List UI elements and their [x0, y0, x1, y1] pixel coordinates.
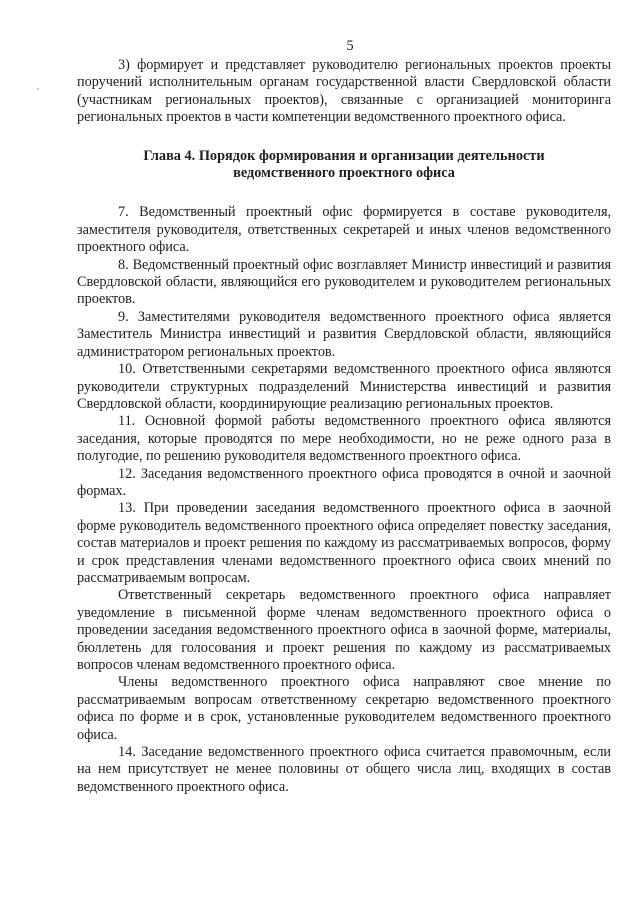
paragraph-11: 11. Основной формой работы ведомственного проектного офиса являются заседания, которые проводятся по мере необходимости, но не реже одного раза в полугодие, по решению руководителя ведомственного проектного офиса.	[77, 413, 611, 465]
paragraph-item-3: 3) формирует и представляет руководителю региональных проектов проекты поручений исполнительным органам государственной власти Свердловской области (участникам региональных проектов), связанные с организацией мониторинга региональных проектов в части компетенции ведомственного проектного офиса.	[77, 57, 611, 126]
paragraph-8: 8. Ведомственный проектный офис возглавляет Министр инвестиций и развития Свердловской области, являющийся его руководителем и руководителем региональных проектов.	[77, 256, 611, 308]
chapter-heading-line-2: ведомственного проектного офиса	[233, 165, 455, 182]
paragraph-12: 12. Заседания ведомственного проектного офиса проводятся в очной и заочной формах.	[77, 465, 611, 499]
paragraph-10: 10. Ответственными секретарями ведомственного проектного офиса являются руководители структурных подразделений Министерства инвестиций и развития Свердловской области, координирующие реализацию региональных проектов.	[77, 361, 611, 412]
paragraph-9: 9. Заместителями руководителя ведомственного проектного офиса является Заместитель Министра инвестиций и развития Свердловской области, являющийся администратором региональных проектов.	[77, 308, 611, 360]
chapter-heading-line-1: Глава 4. Порядок формирования и организации деятельности	[143, 147, 545, 164]
scan-speck	[37, 88, 39, 90]
chapter-heading	[77, 148, 611, 183]
paragraph-14: 14. Заседание ведомственного проектного офиса считается правомочным, если на нем присутствует не менее половины от общего числа лиц, входящих в состав ведомственного проектного офиса.	[77, 744, 611, 795]
paragraph-13-members: Члены ведомственного проектного офиса направляют свое мнение по рассматриваемым вопросам ответственному секретарю ведомственного проектного офиса по форме и в срок, установленные руководителем ведомственного проектного офиса.	[77, 674, 611, 743]
paragraph-7: 7. Ведомственный проектный офис формируется в составе руководителя, заместителя руководителя, ответственных секретарей и иных членов ведомственного проектного офиса.	[77, 204, 611, 256]
chapter-body	[77, 204, 611, 796]
paragraph-13: 13. При проведении заседания ведомственного проектного офиса в заочной форме руководитель ведомственного проектного офиса определяет повестку заседания, состав материалов и проект решения по каждому из рассматриваемых вопросов, форму и срок представления членами ведомственного проектного офиса своих мнений по рассматриваемым вопросам.	[77, 500, 611, 586]
paragraph-13-secretary: Ответственный секретарь ведомственного проектного офиса направляет уведомление в письменной форме членам ведомственного проектного офиса о проведении заседания ведомственного проектного офиса в заочной форме, материалы, бюллетень для голосования и проект решения по каждому из рассматриваемых вопросов членам ведомственного проектного офиса.	[77, 587, 611, 673]
page-number: 5	[346, 38, 354, 54]
